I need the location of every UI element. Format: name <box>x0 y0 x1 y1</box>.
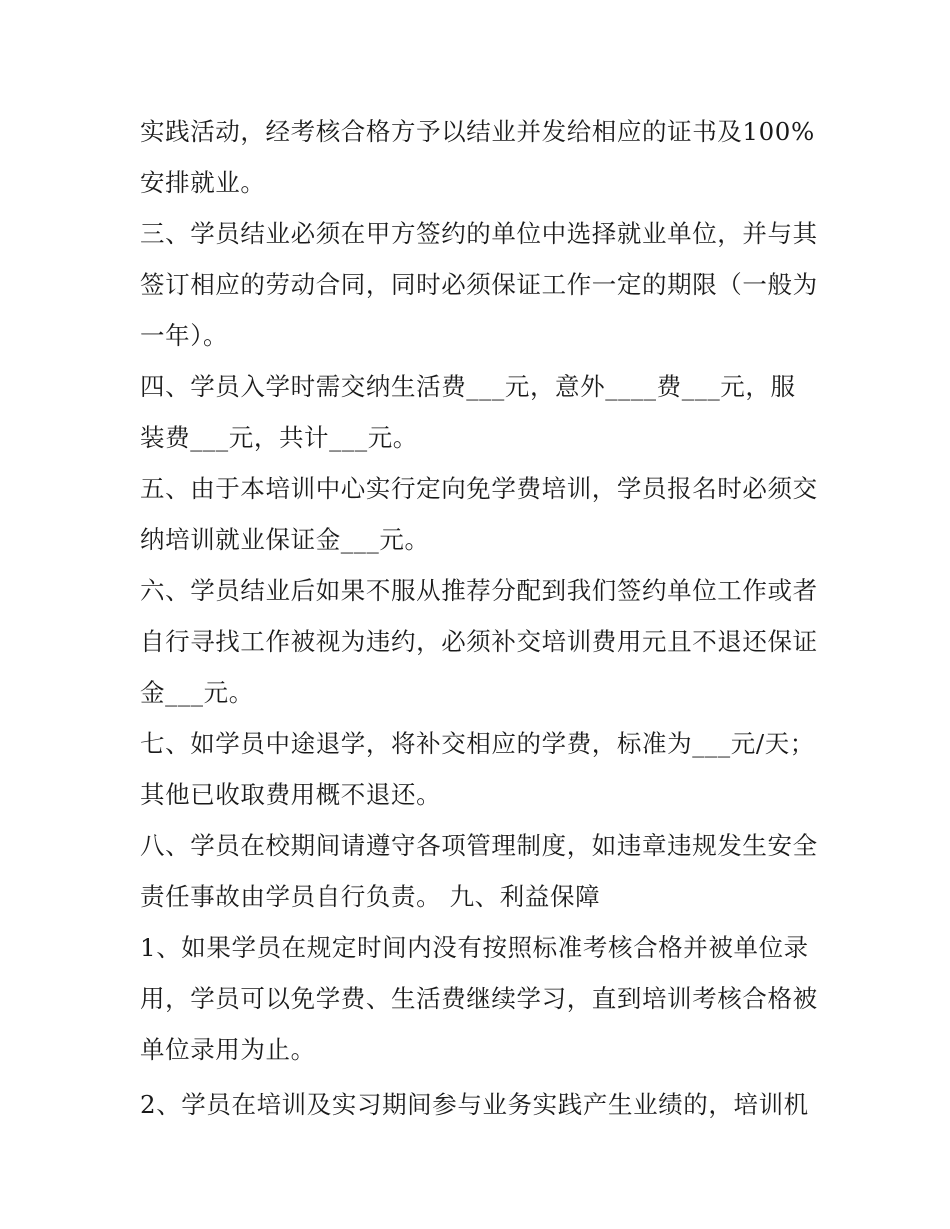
paragraph-clause-6: 六、学员结业后如果不服从推荐分配到我们签约单位工作或者自行寻找工作被视为违约，必须补交培训费用元且不退还保证金___元。 <box>140 576 818 707</box>
paragraph-item-2: 2、学员在培训及实习期间参与业务实践产生业绩的，培训机 <box>140 1090 809 1119</box>
paragraph-clause-7: 七、如学员中途退学，将补交相应的学费，标准为___元/天；其他已收取费用概不退还。 <box>140 729 815 809</box>
paragraph-clause-5: 五、由于本培训中心实行定向免学费培训，学员报名时必须交纳培训就业保证金___元。 <box>140 474 818 554</box>
paragraph-item-1: 1、如果学员在规定时间内没有按照标准考核合格并被单位录用，学员可以免学费、生活费继续学习，直到培训考核合格被单位录用为止。 <box>140 933 818 1064</box>
paragraph-clause-8: 八、学员在校期间请遵守各项管理制度，如违章违规发生安全责任事故由学员自行负责。 九、利益保障 <box>140 831 818 911</box>
paragraph-clause-4: 四、学员入学时需交纳生活费___元，意外____费___元，服装费___元，共计___元。 <box>140 372 796 452</box>
document-body <box>140 106 820 1130</box>
paragraph-continuation: 实践活动，经考核合格方予以结业并发给相应的证书及100%安排就业。 <box>140 117 815 197</box>
paragraph-clause-3: 三、学员结业必须在甲方签约的单位中选择就业单位，并与其签订相应的劳动合同，同时必须保证工作一定的期限（一般为一年）。 <box>140 219 818 350</box>
